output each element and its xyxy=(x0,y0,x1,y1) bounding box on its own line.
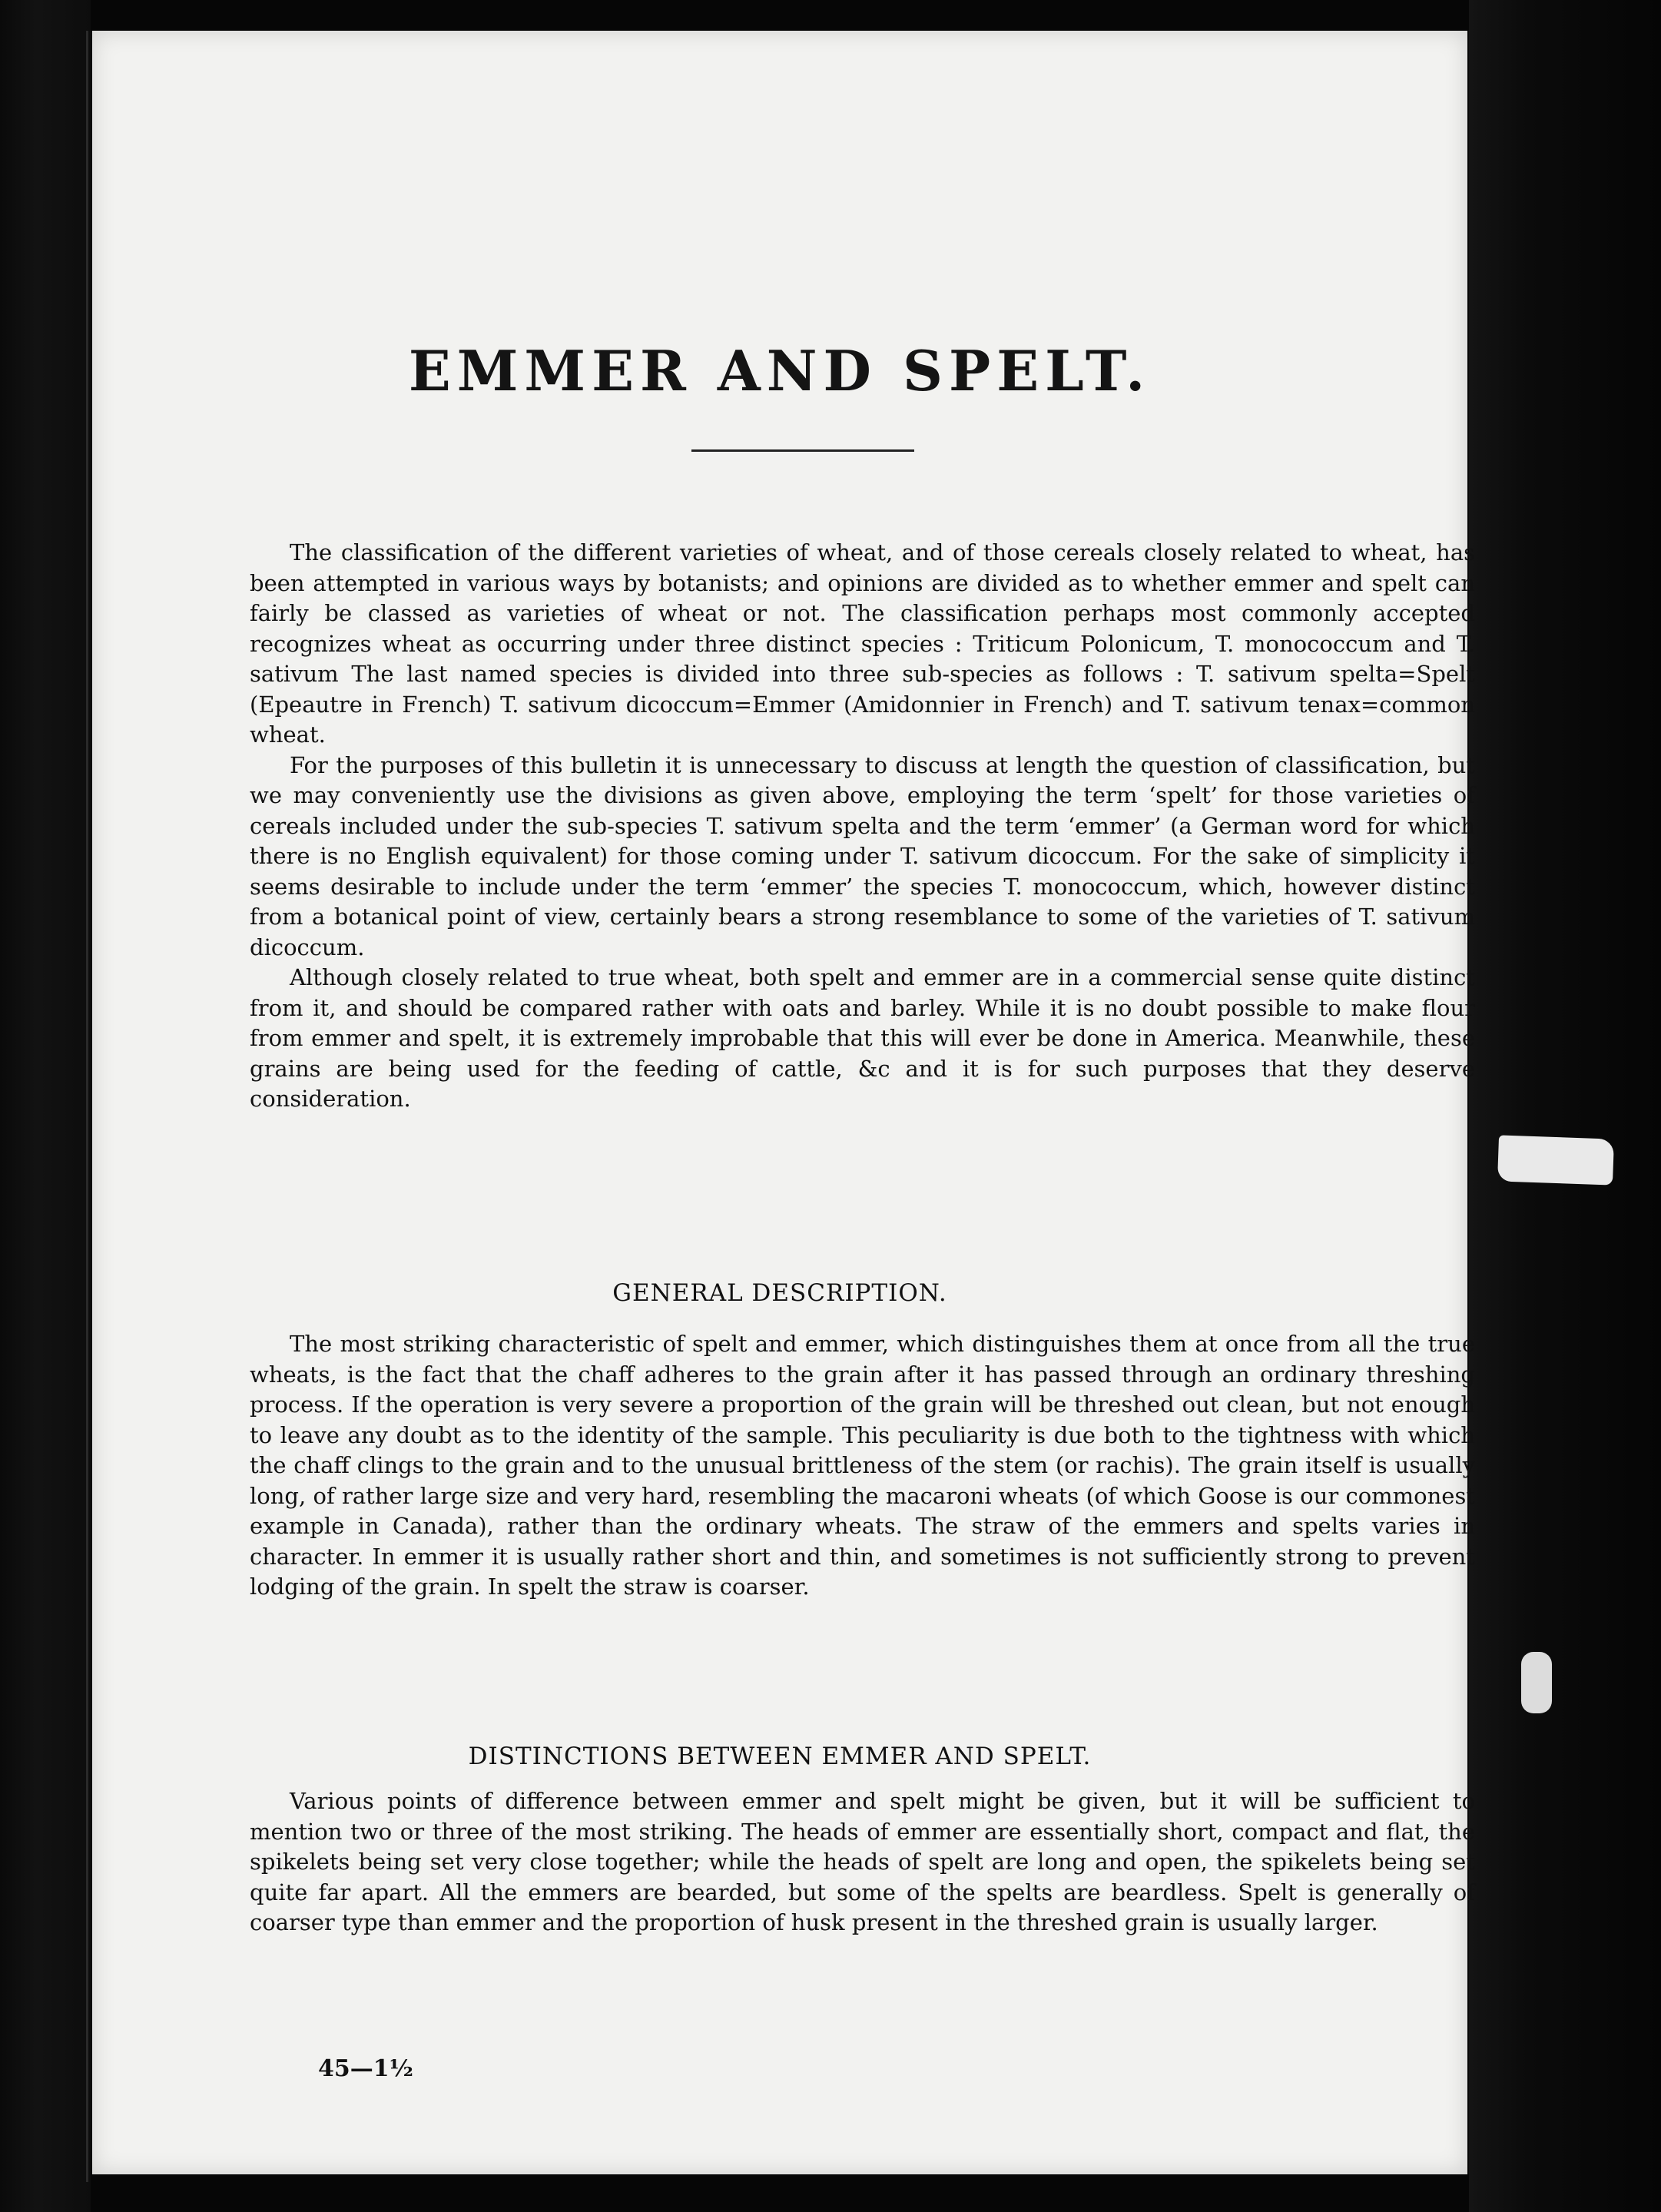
page-title: EMMER AND SPELT. xyxy=(408,338,1152,403)
document-page xyxy=(92,31,1475,2174)
paragraph: Although closely related to true wheat, both spelt and emmer are in a commercial sense quite distinct from it, and should be compared rather with oats and barley. While it is no doubt possible to make flour from emmer and spelt, it is extremely improbable that this will ever be done in America. Meanwhile, these grains are being used for the feeding of cattle, &c and it is for such purposes that they deserve consideration. xyxy=(250,964,1475,1112)
paragraph: For the purposes of this bulletin it is unnecessary to discuss at length the question of classification, but we may conveniently use the divisions as given above, employing the term ‘spelt’ for those varieties of cereals included under the sub-species T. sativum spelta and the term ‘emmer’ (a German word for which there is no English equivalent) for those coming under T. sativum dicoccum. For the sake of simplicity it seems desirable to include under the term ‘emmer’ the species T. monococcum, which, however distinct from a botanical point of view, certainly bears a strong resemblance to some of the varieties of T. sativum dicoccum. xyxy=(250,751,1475,960)
title-rule xyxy=(691,449,914,452)
book-spine-edge xyxy=(0,0,91,2212)
signature-mark: 45—1½ xyxy=(318,2055,413,2082)
general-description-text xyxy=(250,1329,1475,1603)
paper-scrap xyxy=(1497,1135,1614,1185)
section-heading-distinctions: DISTINCTIONS BETWEEN EMMER AND SPELT. xyxy=(468,1743,1092,1770)
section-heading-general: GENERAL DESCRIPTION. xyxy=(612,1279,947,1307)
intro-text xyxy=(250,538,1475,1115)
right-page-edge xyxy=(1469,0,1661,2212)
paragraph: The most striking characteristic of spelt and emmer, which distinguishes them at once from all the true wheats, is the fact that the chaff adheres to the grain after it has passed through an ordinary threshing process. If the operation is very severe a proportion of the grain will be threshed out clean, but not enough to leave any doubt as to the identity of the sample. This peculiarity is due both to the tightness with which the chaff clings to the grain and to the unusual brittleness of the stem (or rachis). The grain itself is usually long, of rather large size and very hard, resembling the macaroni wheats (of which Goose is our commonest example in Canada), rather than the ordinary wheats. The straw of the emmers and spelts varies in character. In emmer it is usually rather short and thin, and sometimes is not sufficiently strong to prevent lodging of the grain. In spelt the straw is coarser. xyxy=(250,1331,1475,1600)
paragraph: The classification of the different varieties of wheat, and of those cereals closely related to wheat, has been attempted in various ways by botanists; and opinions are divided as to whether emmer and spelt can fairly be classed as varieties of wheat or not. The classification perhaps most commonly accepted recognizes wheat as occurring under three distinct species : Triticum Polonicum, T. monococcum and T. sativum The last named species is divided into three sub-species as follows : T. sativum spelta=Spelt (Epeautre in French) T. sativum dicoccum=Emmer (Amidonnier in French) and T. sativum tenax=common wheat. xyxy=(250,539,1475,748)
paper-scrap xyxy=(1521,1652,1552,1713)
paragraph: Various points of difference between emmer and spelt might be given, but it will be sufficient to mention two or three of the most striking. The heads of emmer are essentially short, compact and flat, the spikelets being set very close together; while the heads of spelt are long and open, the spikelets being set quite far apart. All the emmers are bearded, but some of the spelts are beardless. Spelt is generally of coarser type than emmer and the proportion of husk present in the threshed grain is usually larger. xyxy=(250,1788,1475,1935)
distinctions-text xyxy=(250,1786,1475,1938)
spine-line xyxy=(86,31,88,2182)
